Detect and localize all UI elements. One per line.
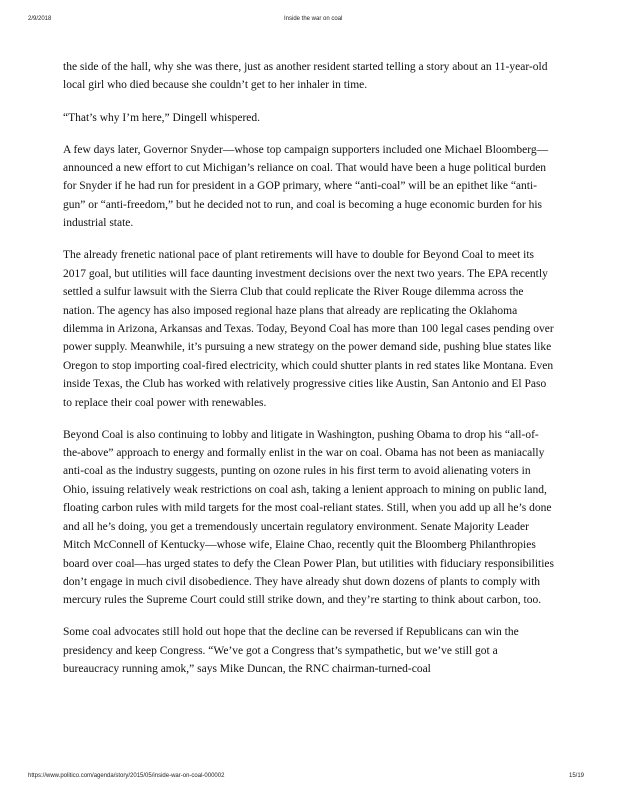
paragraph-5: Beyond Coal is also continuing to lobby and litigate in Washington, pushing Obama to drop his “all-of-the-above” approach to energy and formally enlist in the war on coal. Obama has not been as maniacally anti-coal as the industry suggests, punting on ozone rules in his first term to avoid alienating voters in Ohio, issuing relatively weak restrictions on coal ash, taking a lenient approach to mining on public land, floating carbon rules with mild targets for the most coal-reliant states. Still, when you add up all he’s done and all he’s doing, you get a tremendously uncertain regulatory environment. Senate Majority Leader Mitch McConnell of Kentucky—whose wife, Elaine Chao, recently quit the Bloomberg Philanthropies board over coal—has urged states to defy the Clean Power Plan, but utilities with fiduciary responsibilities don’t engage in much civil disobedience. They have already shut down dozens of plants to comply with mercury rules the Supreme Court could still strike down, and they’re starting to think about carbon, too.: [63, 428, 554, 607]
article-body: [63, 58, 555, 692]
print-date: 2/9/2018: [28, 16, 52, 22]
page-title: Inside the war on coal: [284, 16, 343, 22]
paragraph-3: A few days later, Governor Snyder—whose top campaign supporters included one Michael Bloomberg—announced a new effort to cut Michigan’s reliance on coal. That would have been a huge political burden for Snyder if he had run for president in a GOP primary, where “anti-coal” will be an epithet like “anti-gun” or “anti-freedom,” but he decided not to run, and coal is becoming a huge economic burden for his industrial state.: [63, 143, 549, 230]
source-url: https://www.politico.com/agenda/story/2015/05/inside-war-on-coal-000002: [28, 773, 225, 779]
paragraph-1: the side of the hall, why she was there, just as another resident started telling a story about an 11-year-old local girl who died because she couldn’t get to her inhaler in time.: [63, 61, 548, 92]
paragraph-4: The already frenetic national pace of plant retirements will have to double for Beyond Coal to meet its 2017 goal, but utilities will face daunting investment decisions over the next two years. The EPA recently settled a sulfur lawsuit with the Sierra Club that could replicate the River Rouge dilemma across the nation. The agency has also imposed regional haze plans that already are replicating the Oklahoma dilemma in Arizona, Arkansas and Texas. Today, Beyond Coal has more than 100 legal cases pending over power supply. Meanwhile, it’s pursuing a new strategy on the power demand side, pushing blue states like Oregon to stop importing coal-fired electricity, which could shutter plants in red states like Montana. Even inside Texas, the Club has worked with relatively progressive cities like Austin, San Antonio and El Paso to replace their coal power with renewables.: [63, 249, 554, 409]
paragraph-2: “That’s why I’m here,” Dingell whispered.: [63, 111, 261, 124]
paragraph-6: Some coal advocates still hold out hope that the decline can be reversed if Republicans can win the presidency and keep Congress. “We’ve got a Congress that’s sympathetic, but we’ve still got a bureaucracy running amok,” says Mike Duncan, the RNC chairman-turned-coal: [63, 626, 519, 676]
page-number: 15/19: [569, 773, 585, 779]
